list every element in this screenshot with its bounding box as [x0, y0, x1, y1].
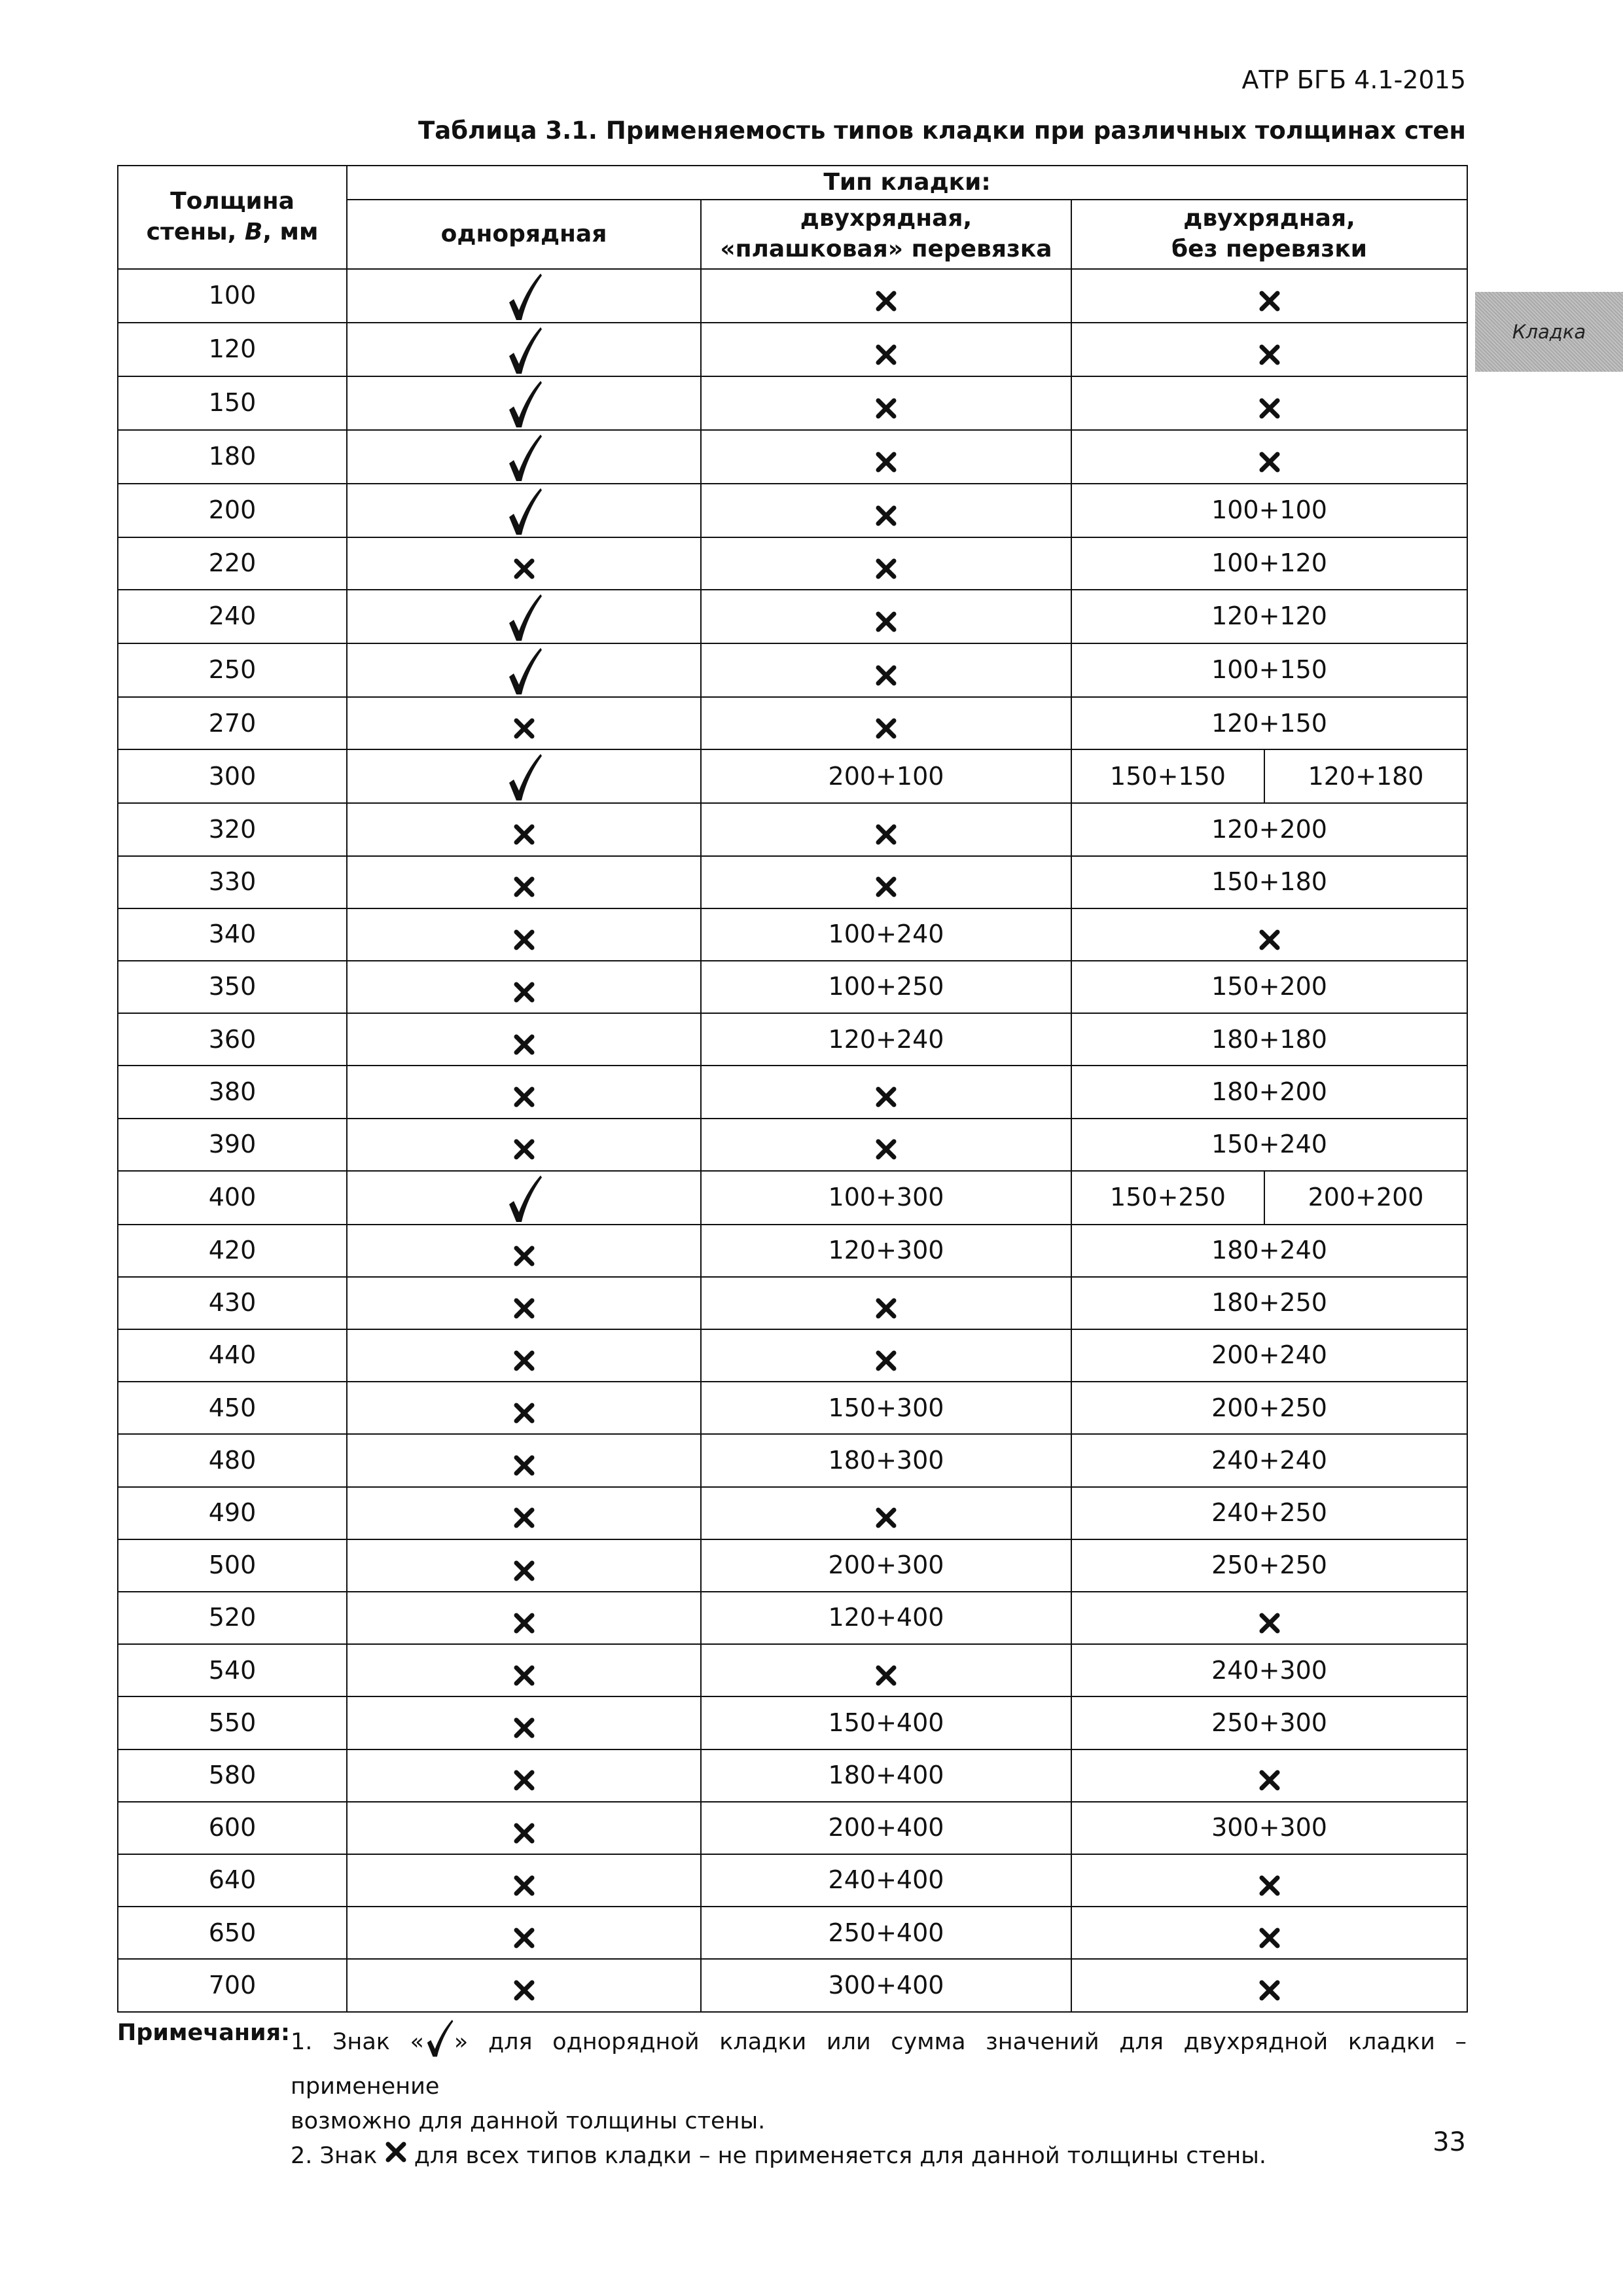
cell-double-tied [701, 643, 1071, 697]
header-double-untied: двухрядная, без перевязки [1071, 200, 1467, 269]
cross-icon [875, 1664, 897, 1687]
masonry-applicability-table [117, 165, 1468, 2013]
cell-double-tied: 300+400 [701, 1959, 1071, 2011]
table-row [118, 697, 1467, 749]
checkmark-icon [505, 377, 543, 429]
cell-double-untied [1071, 269, 1467, 323]
cell-double-untied: 180+200 [1071, 1066, 1467, 1118]
cell-single-row [347, 803, 701, 855]
side-tab-label: Кладка [1512, 321, 1586, 343]
cell-single-row [347, 1644, 701, 1696]
table-row [118, 1066, 1467, 1118]
cross-icon [513, 981, 535, 1003]
cell-double-untied: 150+240 [1071, 1119, 1467, 1171]
cell-single-row [347, 1959, 701, 2011]
cell-single-row [347, 1329, 701, 1382]
checkmark-icon [505, 431, 543, 483]
table-row [118, 430, 1467, 484]
note-2: 2. Знак для всех типов кладки – не применяется для данной толщины стены. [291, 2139, 1467, 2174]
cell-thickness: 500 [118, 1539, 347, 1592]
cell-double-untied: 240+250 [1071, 1487, 1467, 1539]
cross-icon [513, 1350, 535, 1372]
cell-double-untied: 250+250 [1071, 1539, 1467, 1592]
cell-double-tied [701, 1644, 1071, 1696]
cross-icon [875, 1507, 897, 1529]
table-row [118, 1225, 1467, 1277]
table-row [118, 1539, 1467, 1592]
cell-double-tied [701, 269, 1071, 323]
cell-single-row [347, 323, 701, 376]
cross-icon [875, 558, 897, 580]
cell-thickness: 490 [118, 1487, 347, 1539]
cell-double-untied-option: 200+200 [1264, 1171, 1467, 1225]
table-row [118, 1696, 1467, 1749]
cell-thickness: 220 [118, 537, 347, 590]
cell-single-row [347, 376, 701, 430]
cell-double-untied-option: 120+180 [1264, 749, 1467, 803]
cell-single-row [347, 749, 701, 803]
note-1-line-2: возможно для данной толщины стены. [291, 2108, 766, 2134]
cell-single-row [347, 269, 701, 323]
cross-icon [513, 1927, 535, 1949]
cell-single-row [347, 908, 701, 961]
cross-icon [1258, 397, 1281, 420]
cell-double-untied: 200+250 [1071, 1382, 1467, 1434]
header-double-tied: двухрядная, «плашковая» перевязка [701, 200, 1071, 269]
table-row [118, 590, 1467, 643]
cell-double-untied [1071, 376, 1467, 430]
table-row [118, 1277, 1467, 1329]
cell-double-untied: 180+240 [1071, 1225, 1467, 1277]
cell-double-tied: 240+400 [701, 1854, 1071, 1907]
table-caption: Таблица 3.1. Применяемость типов кладки при различных толщинах стен [418, 117, 1466, 145]
cell-thickness: 300 [118, 749, 347, 803]
cell-double-untied: 200+240 [1071, 1329, 1467, 1382]
cell-double-tied [701, 323, 1071, 376]
cell-thickness: 200 [118, 484, 347, 537]
cell-single-row [347, 1119, 701, 1171]
notes-label: Примечания: [117, 2020, 291, 2046]
cell-thickness: 480 [118, 1434, 347, 1486]
cross-icon [875, 1350, 897, 1372]
table-row [118, 1434, 1467, 1486]
checkmark-icon [505, 270, 543, 322]
header-single-row: однорядная [347, 200, 701, 269]
cell-double-untied: 120+120 [1071, 590, 1467, 643]
cross-icon [513, 1402, 535, 1424]
cell-double-tied: 250+400 [701, 1907, 1071, 1959]
cell-double-untied [1071, 430, 1467, 484]
cell-double-untied: 100+150 [1071, 643, 1467, 697]
cell-double-tied [701, 590, 1071, 643]
cell-single-row [347, 643, 701, 697]
cell-double-untied: 100+120 [1071, 537, 1467, 590]
cell-double-untied [1071, 1749, 1467, 1802]
cell-thickness: 270 [118, 697, 347, 749]
table-row [118, 1802, 1467, 1854]
cell-double-untied: 150+200 [1071, 961, 1467, 1013]
table-row [118, 1487, 1467, 1539]
cell-thickness: 330 [118, 856, 347, 908]
cell-double-tied [701, 537, 1071, 590]
cross-icon [1258, 1612, 1281, 1634]
cross-icon [513, 1033, 535, 1056]
cell-single-row [347, 1539, 701, 1592]
cell-double-tied: 150+300 [701, 1382, 1071, 1434]
cross-icon [875, 451, 897, 473]
cell-double-untied: 120+150 [1071, 697, 1467, 749]
cell-thickness: 640 [118, 1854, 347, 1907]
cell-double-tied: 100+300 [701, 1171, 1071, 1225]
cross-icon [513, 1454, 535, 1477]
cell-double-tied [701, 1487, 1071, 1539]
cell-double-tied [701, 430, 1071, 484]
cell-double-tied: 200+100 [701, 749, 1071, 803]
cell-single-row [347, 1592, 701, 1644]
table-row [118, 961, 1467, 1013]
checkmark-icon [505, 484, 543, 537]
cell-double-untied: 180+250 [1071, 1277, 1467, 1329]
cross-icon [513, 1245, 535, 1267]
cell-double-untied [1071, 1959, 1467, 2011]
cross-icon [513, 1138, 535, 1160]
cell-single-row [347, 961, 701, 1013]
cross-icon [513, 1612, 535, 1634]
cell-single-row [347, 484, 701, 537]
cell-thickness: 100 [118, 269, 347, 323]
cell-single-row [347, 1749, 701, 1802]
checkmark-icon [505, 590, 543, 643]
table-row [118, 1959, 1467, 2011]
cell-thickness: 650 [118, 1907, 347, 1959]
cell-thickness: 550 [118, 1696, 347, 1749]
cell-thickness: 440 [118, 1329, 347, 1382]
cell-double-tied: 120+300 [701, 1225, 1071, 1277]
cell-double-tied [701, 1066, 1071, 1118]
cell-single-row [347, 1225, 701, 1277]
table-row [118, 269, 1467, 323]
cross-icon [513, 823, 535, 846]
cell-double-tied [701, 856, 1071, 908]
cross-icon [513, 1979, 535, 2001]
cross-icon [1258, 451, 1281, 473]
cell-thickness: 340 [118, 908, 347, 961]
cell-double-tied [701, 484, 1071, 537]
cell-thickness: 600 [118, 1802, 347, 1854]
cell-double-tied [701, 697, 1071, 749]
cell-double-untied [1071, 1592, 1467, 1644]
cell-thickness: 380 [118, 1066, 347, 1118]
cell-double-tied: 200+300 [701, 1539, 1071, 1592]
checkmark-icon [505, 750, 543, 802]
cross-icon [513, 1507, 535, 1529]
notes-block [117, 2016, 1467, 2174]
header-masonry-type: Тип кладки: [347, 166, 1467, 200]
table-row [118, 1171, 1467, 1225]
cell-single-row [347, 1277, 701, 1329]
cross-icon [875, 344, 897, 366]
cell-thickness: 700 [118, 1959, 347, 2011]
header-wall-thickness [118, 166, 347, 269]
cross-icon [875, 876, 897, 898]
header-wall-thickness-line2: стены, B, мм [146, 219, 319, 245]
cross-icon [875, 1297, 897, 1319]
table-row [118, 1119, 1467, 1171]
cell-single-row [347, 1013, 701, 1066]
cell-double-tied [701, 1119, 1071, 1171]
cross-icon [513, 1297, 535, 1319]
cell-thickness: 430 [118, 1277, 347, 1329]
cross-icon [1258, 929, 1281, 951]
table-row [118, 749, 1467, 803]
cross-icon [875, 1086, 897, 1108]
cross-icon [513, 1560, 535, 1582]
cross-icon [1258, 290, 1281, 312]
cell-double-untied: 300+300 [1071, 1802, 1467, 1854]
cell-double-untied: 100+100 [1071, 484, 1467, 537]
cross-icon [513, 1822, 535, 1844]
cell-single-row [347, 1434, 701, 1486]
cell-thickness: 390 [118, 1119, 347, 1171]
cell-single-row [347, 1382, 701, 1434]
cell-double-untied [1071, 323, 1467, 376]
cell-double-untied: 120+200 [1071, 803, 1467, 855]
cross-icon [875, 664, 897, 687]
cell-thickness: 180 [118, 430, 347, 484]
cell-double-tied [701, 1329, 1071, 1382]
cell-double-tied: 120+400 [701, 1592, 1071, 1644]
cross-icon [1258, 344, 1281, 366]
cell-single-row [347, 590, 701, 643]
cell-double-tied [701, 1277, 1071, 1329]
table-body [118, 269, 1467, 2012]
page-number: 33 [1433, 2127, 1466, 2157]
cell-thickness: 360 [118, 1013, 347, 1066]
table-row [118, 1329, 1467, 1382]
note-1-line-1: 1. Знак « » для однорядной кладки или сумма значений для двухрядной кладки – применение [291, 2016, 1467, 2104]
cross-icon [513, 876, 535, 898]
cross-icon [513, 717, 535, 740]
cell-thickness: 250 [118, 643, 347, 697]
checkmark-icon [505, 1172, 543, 1224]
cell-thickness: 540 [118, 1644, 347, 1696]
cross-icon [513, 1769, 535, 1791]
cell-double-untied [1071, 908, 1467, 961]
cell-double-untied [1071, 1907, 1467, 1959]
checkmark-icon [505, 323, 543, 376]
header-wall-thickness-line1: Толщина [170, 188, 294, 215]
checkmark-icon [505, 644, 543, 696]
cell-thickness: 240 [118, 590, 347, 643]
cross-icon [875, 823, 897, 846]
cell-double-tied: 200+400 [701, 1802, 1071, 1854]
section-side-tab[interactable] [1475, 292, 1623, 372]
cell-double-untied: 150+180 [1071, 856, 1467, 908]
cross-icon [1258, 1874, 1281, 1897]
cross-icon [1258, 1769, 1281, 1791]
cross-icon [513, 1664, 535, 1687]
cell-thickness: 580 [118, 1749, 347, 1802]
table-row [118, 643, 1467, 697]
cross-icon [1258, 1979, 1281, 2001]
table-row [118, 803, 1467, 855]
cell-single-row [347, 430, 701, 484]
cross-icon [875, 611, 897, 633]
cell-single-row [347, 1696, 701, 1749]
cross-icon [875, 505, 897, 527]
cross-icon [875, 717, 897, 740]
cell-thickness: 350 [118, 961, 347, 1013]
cross-icon [875, 290, 897, 312]
cell-single-row [347, 1854, 701, 1907]
table-row [118, 908, 1467, 961]
table-row [118, 1854, 1467, 1907]
table-row [118, 856, 1467, 908]
table-row [118, 1749, 1467, 1802]
cell-single-row [347, 1171, 701, 1225]
cell-double-tied: 100+250 [701, 961, 1071, 1013]
cell-single-row [347, 1907, 701, 1959]
document-code: АТР БГБ 4.1-2015 [1241, 65, 1466, 94]
table-row [118, 1644, 1467, 1696]
cell-thickness: 320 [118, 803, 347, 855]
cell-double-untied-option: 150+250 [1071, 1171, 1264, 1225]
table-row [118, 323, 1467, 376]
cell-thickness: 150 [118, 376, 347, 430]
table-row [118, 537, 1467, 590]
cross-icon [513, 1086, 535, 1108]
table-row [118, 1382, 1467, 1434]
cell-thickness: 520 [118, 1592, 347, 1644]
cross-icon [513, 1874, 535, 1897]
cell-single-row [347, 537, 701, 590]
cell-single-row [347, 856, 701, 908]
checkmark-icon [424, 2016, 454, 2070]
cell-double-untied: 240+300 [1071, 1644, 1467, 1696]
cross-icon [1258, 1927, 1281, 1949]
cell-double-tied [701, 803, 1071, 855]
table-row [118, 376, 1467, 430]
table-row [118, 1907, 1467, 1959]
cell-double-untied: 240+240 [1071, 1434, 1467, 1486]
cross-icon [875, 397, 897, 420]
cell-double-tied: 150+400 [701, 1696, 1071, 1749]
cell-double-tied: 180+400 [701, 1749, 1071, 1802]
table-row [118, 484, 1467, 537]
cell-single-row [347, 1066, 701, 1118]
cell-double-tied: 180+300 [701, 1434, 1071, 1486]
cross-icon [875, 1138, 897, 1160]
cell-thickness: 420 [118, 1225, 347, 1277]
cell-double-untied-option: 150+150 [1071, 749, 1264, 803]
cell-double-tied [701, 376, 1071, 430]
cross-icon [513, 1717, 535, 1739]
cell-double-untied [1071, 1854, 1467, 1907]
cell-double-untied: 180+180 [1071, 1013, 1467, 1066]
cross-icon [385, 2140, 407, 2174]
cell-double-untied: 250+300 [1071, 1696, 1467, 1749]
cell-double-tied: 120+240 [701, 1013, 1071, 1066]
cell-single-row [347, 1487, 701, 1539]
table-row [118, 1592, 1467, 1644]
cross-icon [513, 929, 535, 951]
cell-thickness: 400 [118, 1171, 347, 1225]
cell-single-row [347, 1802, 701, 1854]
cell-thickness: 120 [118, 323, 347, 376]
table-row [118, 1013, 1467, 1066]
cell-double-tied: 100+240 [701, 908, 1071, 961]
cell-thickness: 450 [118, 1382, 347, 1434]
cell-single-row [347, 697, 701, 749]
cross-icon [513, 558, 535, 580]
